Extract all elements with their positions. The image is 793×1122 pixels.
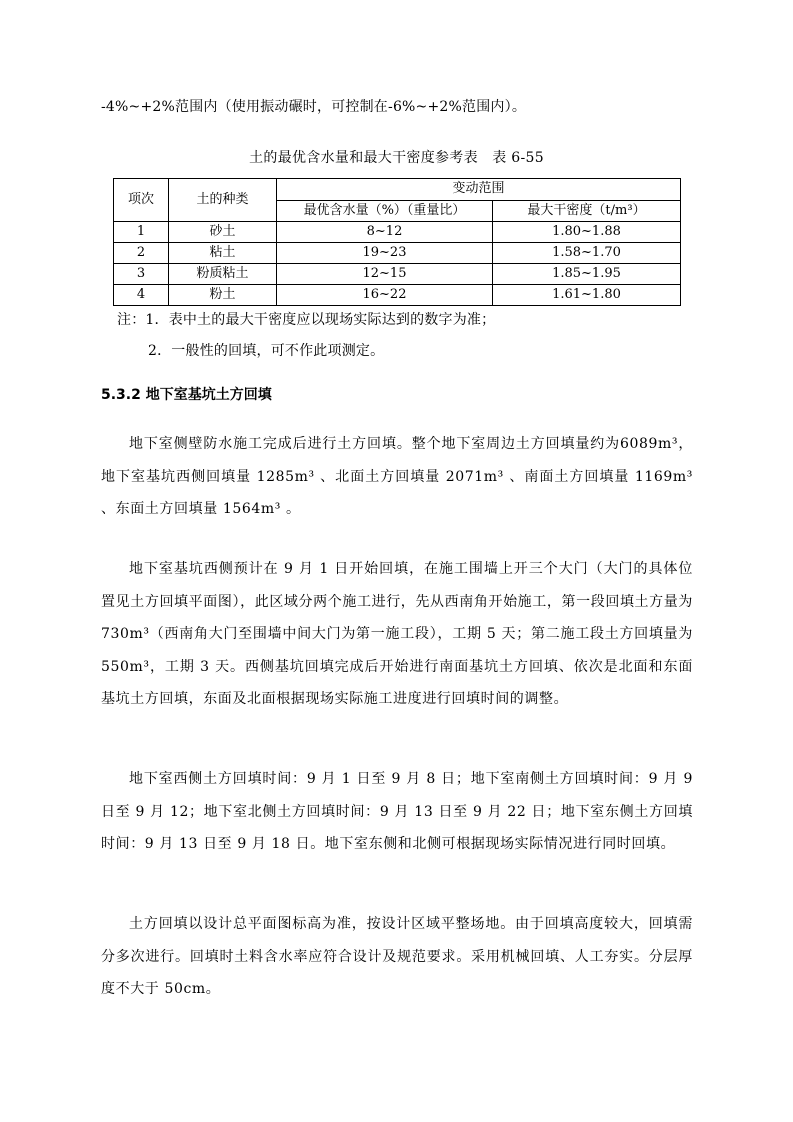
cell-index: 3 (114, 264, 169, 285)
cell-index: 1 (114, 222, 169, 243)
cell-index: 2 (114, 243, 169, 264)
paragraph-west-side-plan: 地下室基坑西侧预计在 9 月 1 日开始回填，在施工围墙上开三个大门（大门的具体位置见土方回填平面图），此区域分两个施工进行，先从西南角开始施工，第一段回填土方量为 730m³（西南角大门至围墙中间大门为第一施工段），工期 5 天；第二施工段土方回填量为 550m³，工期 3 天。西侧基坑回填完成后开始进行南面基坑土方回填、依次是北面和东面基坑土方回填，东面及北面根据现场实际施工进度进行回填时间的调整。 (101, 561, 693, 707)
cell-soil: 粉土 (169, 285, 277, 306)
paragraph-schedule: 地下室西侧土方回填时间：9 月 1 日至 9 月 8 日；地下室南侧土方回填时间：9 月 9 日至 9 月 12；地下室北侧土方回填时间：9 月 13 日至 9 月 22 日；地下室东侧土方回填时间：9 月 13 日至 9 月 18 日。地下室东侧和北侧可根据现场实际情况进行同时回填。 (101, 771, 693, 852)
table-caption: 土的最优含水量和最大干密度参考表 表 6-55 (249, 150, 544, 166)
cell-density: 1.61~1.80 (493, 285, 681, 306)
table-row (114, 243, 681, 264)
header-index: 项次 (114, 179, 169, 222)
cell-density: 1.58~1.70 (493, 243, 681, 264)
cell-density: 1.85~1.95 (493, 264, 681, 285)
cell-density: 1.80~1.88 (493, 222, 681, 243)
header-density: 最大干密度（t/m³） (493, 200, 681, 222)
table-note-1: 注：1．表中土的最大干密度应以现场实际达到的数字为准； (117, 312, 496, 328)
cell-moisture: 8~12 (277, 222, 493, 243)
reference-table (113, 178, 681, 306)
cell-soil: 砂土 (169, 222, 277, 243)
table-row (114, 222, 681, 243)
intro-line: -4%~+2%范围内（使用振动碾时，可控制在-6%~+2%范围内）。 (101, 99, 527, 115)
cell-soil: 粘土 (169, 243, 277, 264)
header-range-group: 变动范围 (277, 179, 681, 201)
cell-moisture: 19~23 (277, 243, 493, 264)
paragraph-volumes: 地下室侧壁防水施工完成后进行土方回填。整个地下室周边土方回填量约为6089m³，地下室基坑西侧回填量 1285m³ 、北面土方回填量 2071m³ 、南面土方回填量 1169m³ 、东面土方回填量 1564m³ 。 (101, 436, 693, 517)
table-row (114, 285, 681, 306)
header-soil-type: 土的种类 (169, 179, 277, 222)
cell-index: 4 (114, 285, 169, 306)
table-header-row (114, 179, 681, 201)
header-moisture: 最优含水量（%）（重量比） (277, 200, 493, 222)
section-heading: 5.3.2 地下室基坑土方回填 (101, 387, 272, 403)
cell-moisture: 16~22 (277, 285, 493, 306)
table-row (114, 264, 681, 285)
table-note-2: 2．一般性的回填，可不作此项测定。 (148, 343, 385, 359)
paragraph-method: 土方回填以设计总平面图标高为准，按设计区域平整场地。由于回填高度较大，回填需分多次进行。回填时土料含水率应符合设计及规范要求。采用机械回填、人工夯实。分层厚度不大于 50cm。 (101, 916, 693, 997)
cell-soil: 粉质粘土 (169, 264, 277, 285)
cell-moisture: 12~15 (277, 264, 493, 285)
